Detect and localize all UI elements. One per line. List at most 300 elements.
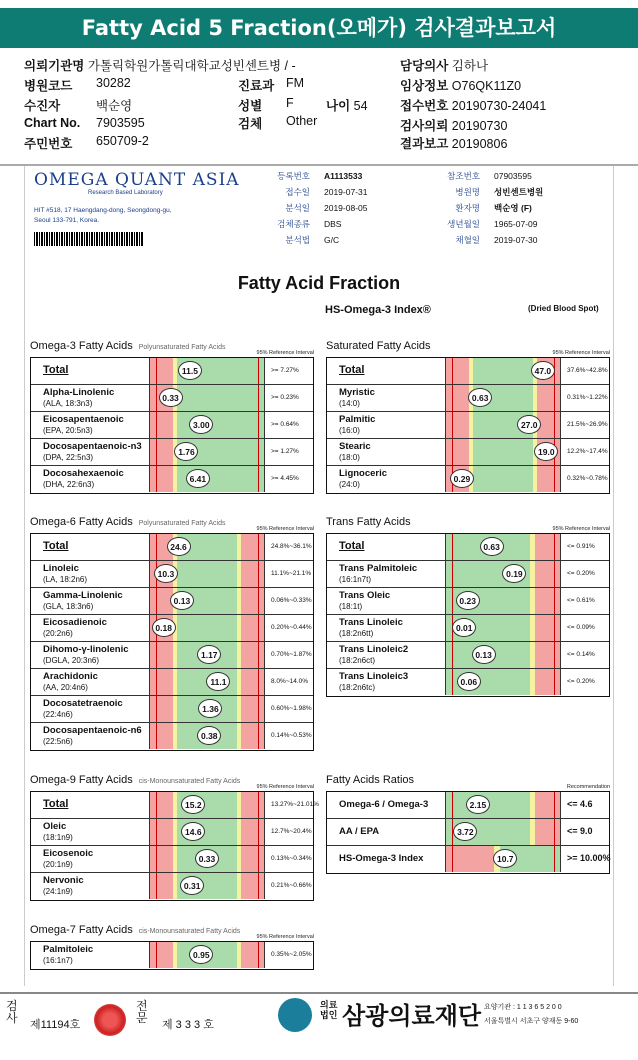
row-gauge bbox=[149, 439, 265, 465]
gauge-tick bbox=[554, 588, 555, 614]
row-name bbox=[43, 469, 124, 490]
row-name bbox=[339, 541, 364, 551]
section-5 bbox=[326, 774, 611, 864]
row-gauge bbox=[445, 561, 561, 587]
table-row bbox=[31, 615, 313, 642]
row-reference: >= 10.00% bbox=[567, 853, 611, 863]
row-gauge bbox=[149, 873, 265, 899]
gauge-value: 11.1 bbox=[206, 672, 230, 691]
meta-reg-label: 등록번호 bbox=[277, 171, 310, 181]
table-row bbox=[327, 412, 609, 439]
row-name-text: Alpha-Linolenic bbox=[43, 387, 115, 398]
table-row bbox=[327, 439, 609, 466]
gauge-tick bbox=[258, 819, 259, 845]
gauge-value: 0.13 bbox=[472, 645, 496, 664]
row-name-text: Trans Linoleic3 bbox=[339, 671, 409, 682]
footer-no2: 제 3 3 3 호 bbox=[162, 1019, 214, 1031]
section-table bbox=[326, 533, 610, 697]
row-sub: (LA, 18:2n6) bbox=[43, 575, 88, 584]
table-row bbox=[31, 942, 313, 969]
meta-hosp-label: 병원명 bbox=[455, 187, 480, 197]
row-name bbox=[43, 388, 114, 409]
row-sub: (18:2n6ct) bbox=[339, 656, 376, 665]
row-name bbox=[339, 564, 417, 585]
gauge-segment bbox=[150, 942, 173, 968]
row-reference: 21.5%~26.9% bbox=[567, 421, 608, 428]
gauge-tick bbox=[258, 412, 259, 438]
gauge-tick bbox=[156, 846, 157, 872]
row-name bbox=[43, 541, 68, 551]
table-row bbox=[31, 412, 313, 439]
row-name-text: Total bbox=[43, 798, 69, 810]
gauge-segment bbox=[241, 873, 264, 899]
dbs-label: (Dried Blood Spot) bbox=[528, 304, 599, 313]
row-name bbox=[43, 645, 129, 666]
section-title-text: Omega-3 Fatty Acids bbox=[30, 340, 133, 352]
gauge-value: 0.33 bbox=[159, 388, 183, 407]
row-gauge bbox=[149, 588, 265, 614]
gauge-segment bbox=[177, 385, 264, 411]
table-row bbox=[327, 669, 609, 696]
table-row bbox=[327, 588, 609, 615]
row-gauge bbox=[149, 792, 265, 818]
gauge-tick bbox=[258, 358, 259, 384]
table-row bbox=[327, 819, 609, 846]
row-name bbox=[339, 388, 375, 409]
gauge-segment bbox=[150, 846, 173, 872]
row-name-text: Eicosadienoic bbox=[43, 617, 107, 628]
row-name-text: HS-Omega-3 Index bbox=[339, 853, 424, 864]
meta-meth-value: G/C bbox=[324, 235, 340, 245]
section-title-text: Saturated Fatty Acids bbox=[326, 340, 431, 352]
id-label: 주민번호 bbox=[24, 137, 73, 151]
row-sub: (DHA, 22:6n3) bbox=[43, 480, 95, 489]
row-name-text: Trans Oleic bbox=[339, 590, 391, 601]
gauge-value: 27.0 bbox=[517, 415, 541, 434]
gauge-segment bbox=[241, 819, 264, 845]
section-title-text: Omega-7 Fatty Acids bbox=[30, 924, 133, 936]
gauge-segment bbox=[537, 385, 560, 411]
row-sub: (AA, 20:4n6) bbox=[43, 683, 88, 692]
row-reference: >= 7.27% bbox=[271, 367, 299, 374]
gauge-tick bbox=[452, 561, 453, 587]
gauge-tick bbox=[156, 588, 157, 614]
row-name bbox=[339, 645, 408, 666]
gauge-tick bbox=[258, 588, 259, 614]
main-title: Fatty Acid Fraction bbox=[237, 273, 401, 293]
gauge-value: 10.7 bbox=[493, 849, 517, 868]
receipt-value: 20190730-24041 bbox=[451, 99, 547, 113]
chart-value: 7903595 bbox=[96, 116, 145, 130]
gauge-value: 19.0 bbox=[534, 442, 558, 461]
gauge-value: 0.95 bbox=[189, 945, 213, 964]
row-gauge bbox=[149, 561, 265, 587]
gauge-segment bbox=[150, 439, 173, 465]
gauge-segment bbox=[535, 669, 560, 695]
row-reference: >= 4.45% bbox=[271, 475, 299, 482]
row-gauge bbox=[149, 385, 265, 411]
gauge-segment bbox=[150, 873, 173, 899]
row-name bbox=[43, 699, 123, 720]
row-gauge bbox=[445, 358, 561, 384]
row-sub: (EPA, 20:5n3) bbox=[43, 426, 93, 435]
section-6 bbox=[30, 924, 314, 965]
gauge-segment bbox=[241, 561, 264, 587]
meta-draw-value: 2019-07-30 bbox=[494, 235, 538, 245]
meta-rec-value: 2019-07-31 bbox=[324, 187, 368, 197]
inst-value: 가톨릭학원가톨릭대학교성빈센트병 / - bbox=[87, 59, 296, 73]
gauge-segment bbox=[241, 696, 264, 722]
row-reference: 24.8%~36.1% bbox=[271, 543, 312, 550]
gauge-tick bbox=[258, 846, 259, 872]
row-name bbox=[43, 945, 93, 966]
table-row bbox=[31, 723, 313, 750]
row-reference: 12.7%~20.4% bbox=[271, 828, 312, 835]
table-row bbox=[31, 846, 313, 873]
reference-interval-label: 95% Reference Interval bbox=[552, 350, 610, 356]
gauge-tick bbox=[258, 873, 259, 899]
row-name bbox=[43, 799, 68, 809]
row-reference: 37.6%~42.8% bbox=[567, 367, 608, 374]
section-table bbox=[30, 791, 319, 901]
gauge-tick bbox=[258, 942, 259, 968]
row-name-text: Eicosapentaenoic bbox=[43, 414, 124, 425]
index-title: HS-Omega-3 Index® bbox=[325, 304, 431, 316]
gauge-tick bbox=[554, 819, 555, 845]
meta-meth bbox=[250, 234, 339, 246]
gauge-tick bbox=[258, 385, 259, 411]
meta-meth-label: 분석법 bbox=[285, 235, 310, 245]
meta-hosp bbox=[420, 186, 543, 198]
gauge-value: 10.3 bbox=[154, 564, 178, 583]
clinical-value: O76QK11Z0 bbox=[451, 79, 522, 93]
request-value: 20190730 bbox=[451, 119, 508, 133]
row-name-text: Total bbox=[339, 540, 365, 552]
row-reference: <= 0.91% bbox=[567, 543, 595, 550]
receipt-label: 접수번호 bbox=[400, 99, 449, 113]
row-reference: 0.20%~0.44% bbox=[271, 624, 312, 631]
gauge-tick bbox=[156, 723, 157, 749]
gauge-tick bbox=[452, 588, 453, 614]
table-row bbox=[31, 385, 313, 412]
row-gauge bbox=[445, 439, 561, 465]
gauge-tick bbox=[156, 358, 157, 384]
table-row bbox=[31, 792, 319, 819]
row-sub: (16:1n7t) bbox=[339, 575, 372, 584]
row-reference: 0.13%~0.34% bbox=[271, 855, 312, 862]
row-name-text: Stearic bbox=[339, 441, 371, 452]
row-sub: (18:2n6tt) bbox=[339, 629, 374, 638]
row-sub: (DPA, 22:5n3) bbox=[43, 453, 94, 462]
meta-sp-label: 검체종류 bbox=[277, 219, 310, 229]
footer-no1: 제11194호 bbox=[30, 1019, 81, 1031]
gauge-segment bbox=[241, 846, 264, 872]
row-reference: <= 0.14% bbox=[567, 651, 595, 658]
row-name-text: Total bbox=[43, 540, 69, 552]
gauge-segment bbox=[150, 669, 173, 695]
section-subtitle: Polyunsaturated Fatty Acids bbox=[138, 520, 226, 527]
meta-dob-label: 생년월일 bbox=[447, 219, 480, 229]
row-reference: 0.70%~1.87% bbox=[271, 651, 312, 658]
row-name bbox=[43, 618, 107, 639]
row-sub: (14:0) bbox=[339, 399, 360, 408]
gauge-tick bbox=[156, 792, 157, 818]
table-row bbox=[31, 696, 313, 723]
section-title-text: Omega-6 Fatty Acids bbox=[30, 516, 133, 528]
gauge-segment bbox=[446, 439, 469, 465]
row-name bbox=[43, 726, 142, 747]
gauge-segment bbox=[535, 588, 560, 614]
section-4 bbox=[30, 774, 319, 896]
row-gauge bbox=[149, 534, 265, 560]
gauge-value: 1.76 bbox=[174, 442, 198, 461]
lab-logo-sub: Research Based Laboratory bbox=[88, 190, 163, 196]
patient-value: 백순영 bbox=[96, 99, 133, 113]
section-table bbox=[326, 791, 610, 874]
row-name bbox=[43, 822, 73, 843]
gauge-segment bbox=[177, 615, 236, 641]
gauge-value: 0.33 bbox=[195, 849, 219, 868]
reference-interval-label: 95% Reference Interval bbox=[256, 526, 314, 532]
lab-address bbox=[34, 206, 172, 226]
row-name bbox=[43, 849, 93, 870]
gauge-tick bbox=[452, 642, 453, 668]
row-reference: <= 4.6 bbox=[567, 799, 593, 809]
gauge-tick bbox=[452, 669, 453, 695]
footer-a: 검 bbox=[6, 999, 18, 1013]
gauge-segment bbox=[446, 412, 469, 438]
age-label: 나이 bbox=[326, 99, 351, 113]
footer-pre2: 법인 bbox=[320, 1010, 338, 1020]
row-sub: (18:1n9) bbox=[43, 833, 73, 842]
row-reference: 0.35%~2.05% bbox=[271, 951, 312, 958]
row-name bbox=[43, 591, 123, 612]
row-reference: 0.14%~0.53% bbox=[271, 732, 312, 739]
meta-ana-label: 분석일 bbox=[285, 203, 310, 213]
meta-dob bbox=[420, 218, 537, 230]
row-reference: <= 0.20% bbox=[567, 678, 595, 685]
gauge-value: 0.38 bbox=[197, 726, 221, 745]
specimen-value: Other bbox=[286, 114, 318, 128]
table-row bbox=[327, 846, 609, 873]
row-gauge bbox=[445, 534, 561, 560]
age-value: 54 bbox=[353, 99, 368, 113]
meta-reg bbox=[250, 170, 362, 182]
row-gauge bbox=[149, 669, 265, 695]
gauge-segment bbox=[241, 534, 264, 560]
row-gauge bbox=[445, 588, 561, 614]
gauge-tick bbox=[554, 561, 555, 587]
gauge-tick bbox=[258, 669, 259, 695]
section-0 bbox=[30, 340, 314, 489]
section-3 bbox=[326, 516, 610, 692]
reference-interval-label: 95% Reference Interval bbox=[256, 934, 314, 940]
row-gauge bbox=[149, 466, 265, 492]
row-gauge bbox=[149, 723, 265, 749]
doctor-value: 김하나 bbox=[451, 59, 489, 73]
meta-sp bbox=[250, 218, 341, 230]
gauge-tick bbox=[554, 669, 555, 695]
gauge-tick bbox=[258, 792, 259, 818]
gauge-segment bbox=[150, 466, 173, 492]
gauge-tick bbox=[258, 466, 259, 492]
gauge-tick bbox=[554, 846, 555, 872]
gauge-value: 0.31 bbox=[180, 876, 204, 895]
row-sub: (16:1n7) bbox=[43, 956, 73, 965]
row-name-text: Docosatetraenoic bbox=[43, 698, 123, 709]
section-subtitle: cis-Monounsaturated Fatty Acids bbox=[138, 778, 241, 785]
gauge-tick bbox=[156, 642, 157, 668]
row-name-text: Arachidonic bbox=[43, 671, 98, 682]
row-name bbox=[43, 415, 124, 436]
row-gauge bbox=[149, 942, 265, 968]
row-reference: <= 9.0 bbox=[567, 826, 593, 836]
meta-draw-label: 채혈일 bbox=[455, 235, 480, 245]
gauge-segment bbox=[535, 642, 560, 668]
gauge-segment bbox=[241, 588, 264, 614]
row-name bbox=[339, 415, 375, 436]
meta-pat-label: 환자명 bbox=[455, 203, 480, 213]
gauge-segment bbox=[535, 792, 560, 818]
result-value: 20190806 bbox=[451, 137, 508, 151]
row-sub: (24:0) bbox=[339, 480, 360, 489]
gauge-tick bbox=[554, 615, 555, 641]
table-row bbox=[31, 466, 313, 493]
row-name-text: AA / EPA bbox=[339, 826, 380, 837]
reference-interval-label: Recommendation bbox=[566, 784, 610, 790]
gauge-segment bbox=[535, 615, 560, 641]
table-row bbox=[31, 439, 313, 466]
section-title-text: Omega-9 Fatty Acids bbox=[30, 774, 133, 786]
gauge-value: 0.06 bbox=[457, 672, 481, 691]
patient-header bbox=[0, 52, 638, 164]
footer-code: 요양기관 : 1 1 3 6 5 2 0 0 bbox=[484, 1004, 562, 1011]
gauge-segment bbox=[241, 669, 264, 695]
row-sub: (ALA, 18:3n3) bbox=[43, 399, 93, 408]
meta-rec bbox=[250, 186, 367, 198]
gauge-tick bbox=[156, 412, 157, 438]
gauge-tick bbox=[452, 439, 453, 465]
row-reference: <= 0.61% bbox=[567, 597, 595, 604]
gauge-tick bbox=[156, 385, 157, 411]
row-name bbox=[339, 800, 428, 810]
gauge-value: 3.72 bbox=[453, 822, 477, 841]
footer-e: 문 bbox=[136, 1011, 148, 1025]
row-gauge bbox=[149, 846, 265, 872]
table-row bbox=[31, 561, 313, 588]
meta-ana bbox=[250, 202, 367, 214]
gauge-tick bbox=[452, 792, 453, 818]
row-name-text: Lignoceric bbox=[339, 468, 388, 479]
report-title: Fatty Acid 5 Fraction(오메가) 검사결과보고서 bbox=[0, 8, 638, 48]
row-sub: (18:2n6tc) bbox=[339, 683, 376, 692]
gauge-segment bbox=[150, 723, 173, 749]
barcode-icon bbox=[34, 232, 144, 246]
gauge-tick bbox=[554, 642, 555, 668]
footer-pre1: 의료 bbox=[320, 1000, 338, 1010]
gauge-segment bbox=[150, 642, 173, 668]
gauge-tick bbox=[554, 792, 555, 818]
gauge-segment bbox=[535, 534, 560, 560]
table-row bbox=[31, 358, 313, 385]
row-reference: <= 0.20% bbox=[567, 570, 595, 577]
gauge-tick bbox=[452, 385, 453, 411]
table-row bbox=[31, 534, 313, 561]
row-reference: 0.31%~1.22% bbox=[567, 394, 608, 401]
table-row bbox=[31, 588, 313, 615]
gauge-tick bbox=[554, 412, 555, 438]
gauge-value: 2.15 bbox=[466, 795, 490, 814]
result-label: 결과보고 bbox=[400, 137, 449, 151]
patient-label: 수진자 bbox=[24, 99, 61, 113]
footer-b: 사 bbox=[6, 1011, 18, 1025]
gauge-segment bbox=[241, 942, 264, 968]
lab-logo: OMEGA QUANT ASIA bbox=[34, 170, 240, 190]
code-value: 30282 bbox=[96, 76, 131, 90]
row-name bbox=[339, 827, 379, 837]
gauge-tick bbox=[156, 669, 157, 695]
table-row bbox=[31, 642, 313, 669]
gauge-value: 15.2 bbox=[181, 795, 205, 814]
gauge-tick bbox=[452, 412, 453, 438]
meta-draw bbox=[420, 234, 537, 246]
gauge-tick bbox=[156, 696, 157, 722]
reference-interval-label: 95% Reference Interval bbox=[552, 526, 610, 532]
footer-spec bbox=[136, 1000, 148, 1024]
table-row bbox=[327, 385, 609, 412]
row-gauge bbox=[445, 615, 561, 641]
row-name-text: Docosahexaenoic bbox=[43, 468, 124, 479]
gauge-value: 0.13 bbox=[170, 591, 194, 610]
gauge-segment bbox=[150, 412, 173, 438]
meta-ana-value: 2019-08-05 bbox=[324, 203, 368, 213]
gauge-segment bbox=[446, 358, 469, 384]
gauge-value: 1.36 bbox=[198, 699, 222, 718]
row-reference: 0.21%~0.66% bbox=[271, 882, 312, 889]
row-reference: 0.06%~0.33% bbox=[271, 597, 312, 604]
sex-value: F bbox=[286, 96, 294, 110]
gauge-segment bbox=[241, 792, 264, 818]
gauge-tick bbox=[554, 534, 555, 560]
gauge-value: 11.5 bbox=[178, 361, 202, 380]
section-table bbox=[30, 941, 314, 970]
row-gauge bbox=[149, 358, 265, 384]
gauge-segment bbox=[150, 696, 173, 722]
row-sub: (DGLA, 20:3n6) bbox=[43, 656, 100, 665]
gauge-value: 24.6 bbox=[167, 537, 191, 556]
row-gauge bbox=[149, 412, 265, 438]
row-reference: 8.0%~14.0% bbox=[271, 678, 309, 685]
section-table bbox=[326, 357, 610, 494]
gauge-value: 3.00 bbox=[189, 415, 213, 434]
row-reference: >= 0.64% bbox=[271, 421, 299, 428]
gauge-tick bbox=[156, 819, 157, 845]
gauge-tick bbox=[452, 846, 453, 872]
gauge-value: 0.63 bbox=[480, 537, 504, 556]
gauge-tick bbox=[258, 615, 259, 641]
row-name bbox=[339, 442, 371, 463]
gauge-segment bbox=[473, 466, 532, 492]
row-gauge bbox=[445, 846, 561, 872]
row-name bbox=[43, 442, 142, 463]
table-row bbox=[327, 358, 609, 385]
table-row bbox=[327, 534, 609, 561]
row-reference: 11.1%~21.1% bbox=[271, 570, 312, 577]
inst-label: 의뢰기관명 bbox=[24, 59, 85, 73]
row-name-text: Oleic bbox=[43, 821, 67, 832]
row-name-text: Dihomo-γ-linolenic bbox=[43, 644, 129, 655]
gauge-tick bbox=[452, 534, 453, 560]
